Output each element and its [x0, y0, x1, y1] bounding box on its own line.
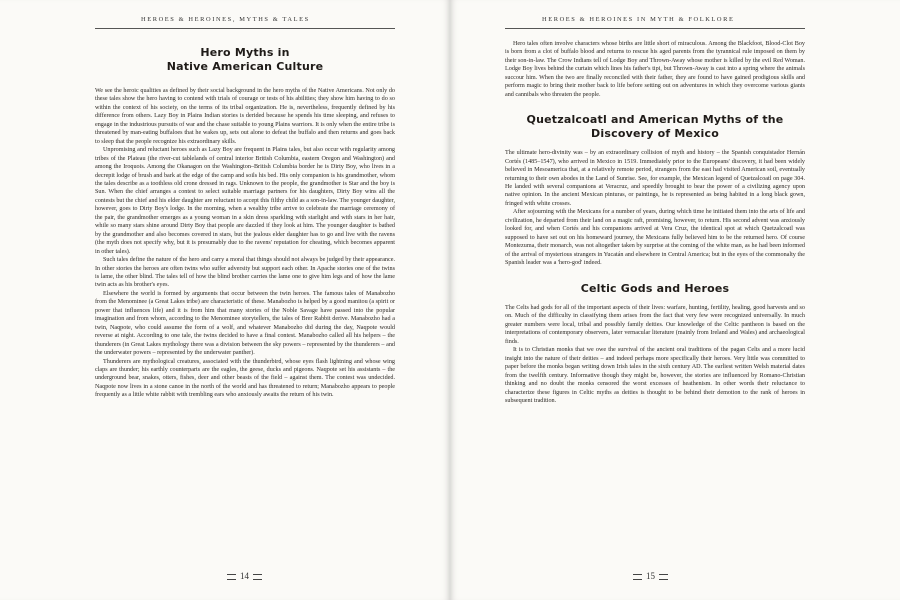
- body-paragraph: The ultimate hero-divinity was – by an extraordinary collision of myth and history – the Spanish conquistador Hernán Cortés (1485–1547), who arrived in Mexico in 1519. Immediately prior to the Europeans' discovery, it had been widely believed in Mesoamerica that, at a relatively remote period, strangers from the east had visited American soil, eventually returning to their own abodes in the Land of Sunrise. See, for example, the Mexican legend of Quetzalcoatl on page 304. He landed with several companions at Veracruz, and speedily brought to bear the power of a civilizing agency upon native opinion. In the ancient Mexican pinturas, or paintings, he is represented as being habited in a long black gown, fringed with white crosses.: [505, 150, 805, 207]
- body-paragraph: We see the heroic qualities as defined by their social background in the hero myths of the Native Americans. Not only do these tales show the hero having to contend with trials of courage or tests of his abilities; they show him having to do so within the context of his society, on the terms of its tribal organization. He is, nevertheless, frequently defined by his difference from others. Lazy Boy in Plains Indian stories is derided because he spends his time sleeping, and refuses to engage in the industrious pursuits of war and the chase suitable to young Plains warriors. It is only when the entire tribe is threatened by man-eating buffaloes that he wakes up, sets out alone to defeat the buffalo and then returns and goes back to sleep that the people recognize his extraordinary skills.: [95, 88, 395, 145]
- right-page: [450, 0, 900, 600]
- chapter-title-line1: Hero Myths in: [200, 46, 290, 59]
- body-paragraph: Such tales define the nature of the hero and carry a moral that things should not always be judged by their appearance. In other stories the heroes are often twins who suffer adversity but support each other. In Apache stories one of the twins is lame, the other blind. The tales tell of how the blind brother carries the lame one to give him legs and of how the lame twin acts as his brother's eyes.: [95, 257, 395, 289]
- folio-ornament-icon: [253, 574, 262, 580]
- section-title-line1: Quetzalcoatl and American Myths of the: [526, 113, 784, 127]
- section-title-celtic: Celtic Gods and Heroes: [580, 281, 730, 295]
- folio-ornament-icon: [633, 574, 642, 580]
- chapter-title: [95, 46, 395, 73]
- running-head-left: HEROES & HEROINES, MYTHS & TALES: [141, 16, 310, 23]
- header-rule-left: [95, 28, 395, 29]
- folio-ornament-icon: [659, 574, 668, 580]
- running-head-right: HEROES & HEROINES IN MYTH & FOLKLORE: [542, 16, 735, 23]
- header-rule-right: [505, 28, 805, 29]
- page-number-left: [223, 571, 266, 581]
- body-paragraph: Thunderers are mythological creatures, associated with the thunderbird, whose eyes flash lightning and whose wing claps are thunder; his earthly counterparts are the eagles, the geese, ducks and pigeons. Naqpote set his assistants – the underground bear, snakes, otters, fishes, deer and other beasts of the field – against them. The contest was undecided. Naqpote now lives in a stone canoe in the north of the world and has threatened to return; Manabozho appears to people frequently as a little white rabbit with trembling ears who anxiously awaits the return of his twin.: [95, 358, 395, 399]
- folio-ornament-icon: [227, 574, 236, 580]
- body-paragraph: After sojourning with the Mexicans for a number of years, during which time he initiated them into the arts of life and civilization, he departed from their land on a magic raft, promising, however, to return. His second advent was anxiously looked for, and when Cortés and his companions arrived at Vera Cruz, the identical spot at which Quetzalcoatl was supposed to have set out on his homeward journey, the Mexicans fully believed him to be the returned hero. Of course Montezuma, their monarch, was not altogether taken by surprise at the coming of the white man, as he had been informed of the arrival of mysterious strangers in Yucatán and elsewhere in Central America; but in the eyes of the commonalty the Spanish leader was a 'hero-god' indeed.: [505, 209, 805, 267]
- section-title-line2: Discovery of Mexico: [591, 126, 719, 140]
- page-number: 15: [646, 571, 655, 581]
- section-title-quetzalcoatl: [505, 113, 805, 140]
- right-text-column: [505, 40, 805, 405]
- body-paragraph: The Celts had gods for all of the important aspects of their lives: warfare, hunting, fertility, healing, good harvests and so on. Much of the difficulty in classifying them arises from the fact that very few were recognized universally. In much greater numbers were local, tribal and possibly family deities. Our knowledge of the Celtic pantheon is based on the interpretations of contemporary observers, later vernacular literature (mainly from Ireland and Wales) and archaeological finds.: [505, 305, 805, 345]
- body-paragraph: Elsewhere the world is formed by arguments that occur between the twin heroes. The famous tales of Manabozho from the Menominee (a Great Lakes tribe) are characteristic of these. Manabozho is helped by a good manitou (a spirit or power that influences life) and it is from him that many stories of the Noble Savage have passed into the popular imagination and from whom, according to the Menominee storytellers, the tales of Brer Rabbit derive. Manabozho had a twin, Naqpote, who could assume the form of a wolf, and whatever Manabozho did during the day, Naqpote would reverse at night. According to one tale, the twins decided to have a final contest. Manabozho called all his helpers – the thunderers (in Great Lakes mythology there was a division between the sky powers – represented by the thunderers – and the underwater powers – represented by the underwater panther).: [95, 290, 395, 357]
- body-paragraph: Hero tales often involve characters whose births are little short of miraculous. Among the Blackfoot, Blood-Clot Boy is born from a clot of buffalo blood and returns to rescue his aged parents from the tyrannical rule imposed on them by their son-in-law. The Crow Indians tell of Lodge Boy and Thrown-Away whose mother is killed by the evil Red Woman. Lodge Boy lives behind the curtain which lines his father's tipi, but Thrown-Away is cast into a spring where the animals succour him. When the two are finally reconciled with their father, they are found to have gained prodigious skills and perform magic to bring their mother back to life before setting out on adventures in which they overcome various giants and cannibals who threaten the people.: [505, 41, 805, 98]
- left-text-column: [95, 40, 395, 400]
- body-paragraph: Unpromising and reluctant heroes such as Lazy Boy are frequent in Plains tales, but also occur with regularity among tribes of the Plateau (the river-cut tablelands of central interior British Columbia, eastern Oregon and Washington) and among the Iroquois. Among the Okanagon on the Washington–British Columbia border he is Dirty Boy, who lives in a decrepit lodge of brush and bark at the edge of the camp and soils his bed. His only companion is his grandmother, whom the tales describe as a toothless old crone dressed in rags. Unknown to the people, the grandmother is Star and the boy is Sun. When the chief arranges a contest to select suitable marriage partners for his daughters, Dirty Boy wins all the contests but the chief and his elder daughter are reluctant to accept this filthy child as a son-in-law. The younger daughter, however, goes to Dirty Boy's lodge. In the morning, when a wealthy tribe arrive to celebrate the marriage ceremony of the pair, the grandmother emerges as a young woman in a skin dress sparkling with starlight and with stars in her hair, while so many stars shine around Dirty Boy that people are dazzled if they look at him. The younger daughter is bathed by the grandmother and also becomes covered in stars, but the jealous elder daughter has to go and live with the ravens (the myth does not specify why, but it is presumably due to the ravens' reputation for cheating, which becomes apparent in other tales).: [95, 147, 395, 255]
- body-paragraph: It is to Christian monks that we owe the survival of the ancient oral traditions of the pagan Celts and a more lucid insight into the nature of their deities – and indeed perhaps more specifically their heroes. Very little was committed to paper before the monks began writing down Irish tales in the sixth century AD. The earliest written Welsh material dates from the twelfth century. Informative though they might be, however, the stories are influenced by Romano-Christian thinking and no doubt the monks censored the worst excesses of heathenism. In other words their reluctance to characterize these figures in Celtic myths as deities is thought to be behind their demotion to the rank of heroes in subsequent tradition.: [505, 347, 805, 404]
- page-number: 14: [240, 571, 249, 581]
- chapter-title-line2: Native American Culture: [166, 59, 324, 73]
- page-number-right: [629, 571, 672, 581]
